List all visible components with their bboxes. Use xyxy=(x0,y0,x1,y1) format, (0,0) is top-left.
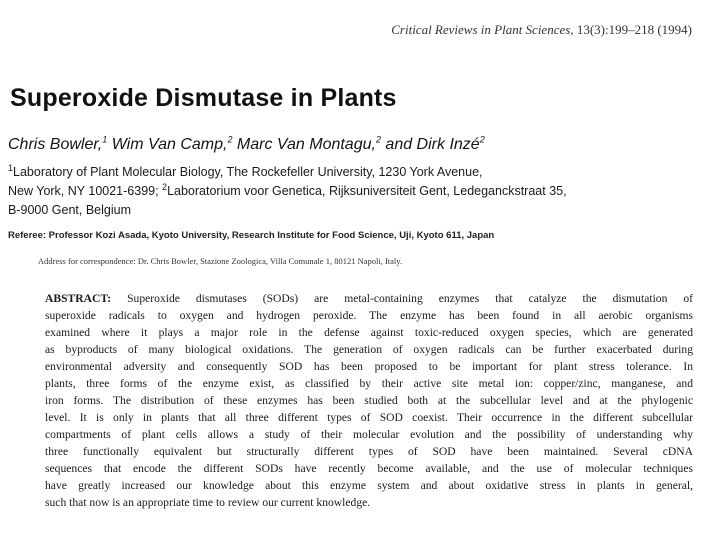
paper-title: Superoxide Dismutase in Plants xyxy=(10,84,397,112)
abstract-line: environmental adversity and consequently SOD has been proposed to be important for plant stress tolerance. In xyxy=(45,360,693,373)
journal-volume-pages: 13(3):199–218 (1994) xyxy=(573,22,692,37)
author-name: Chris Bowler, xyxy=(8,136,103,153)
journal-citation xyxy=(391,22,692,38)
abstract-line: iron forms. The distribution of these enzymes has been studied both at the subcellular level and at the phylogenic xyxy=(45,394,693,407)
abstract-line: three functionally equivalent but structurally different types of SOD have been maintained. Several cDNA xyxy=(45,445,693,458)
abstract-line: sequences that encode the different SODs have recently become available, and the use of molecular techniques xyxy=(45,462,693,475)
author-list xyxy=(8,136,485,154)
affiliations xyxy=(8,163,568,220)
abstract-line: such that now is an appropriate time to review our current knowledge. xyxy=(45,496,371,509)
abstract xyxy=(45,290,693,511)
affiliation-line: New York, NY 10021-6399; $^2$Laboratorium voor Genetica, Rijksuniversiteit Gent, Ledeganckstraat 35, xyxy=(8,181,567,198)
journal-name: Critical Reviews in Plant Sciences, xyxy=(391,22,574,37)
abstract-line: level. It is only in plants that all three different types of SOD coexist. Their occurrence in the different subcellular xyxy=(45,411,693,424)
correspondence-address: Address for correspondence: Dr. Chris Bowler, Stazione Zoologica, Villa Comunale 1, 80121 Napoli, Italy. xyxy=(38,256,403,266)
affiliation-line: B-9000 Gent, Belgium xyxy=(8,203,131,217)
affiliation-marker: 1 xyxy=(102,134,108,145)
abstract-line: as byproducts of many biological oxidations. The generation of oxygen radicals can be further exacerbated during xyxy=(45,343,693,356)
author-name: Marc Van Montagu, xyxy=(232,136,376,153)
abstract-line: have greatly increased our knowledge about this enzyme system and about oxidative stress in plants in general, xyxy=(45,479,693,492)
abstract-line: examined where it plays a major role in the defense against toxic-reduced oxygen species, which are generated xyxy=(45,326,693,339)
abstract-label: ABSTRACT: xyxy=(45,292,112,305)
affiliation-marker: 2 xyxy=(162,181,168,192)
abstract-line: superoxide radicals to oxygen and hydrogen peroxide. The enzyme has been found in all aerobic organisms xyxy=(45,309,693,322)
affiliation-marker: 2 xyxy=(227,134,233,145)
author-name: and Dirk Inzé xyxy=(380,136,480,153)
affiliation-marker: 2 xyxy=(375,134,381,145)
affiliation-marker: 1 xyxy=(8,162,14,173)
author-name: Wim Van Camp, xyxy=(107,136,228,153)
affiliation-marker: 2 xyxy=(479,134,485,145)
abstract-line: ABSTRACT: Superoxide dismutases (SODs) are metal-containing enzymes that catalyze the dismutation of xyxy=(45,292,693,305)
affiliation-line: $^1$Laboratory of Plant Molecular Biology, The Rockefeller University, 1230 York Avenue, xyxy=(8,162,483,179)
abstract-line: compartments of plant cells allows a study of their molecular evolution and the possibility of understanding why xyxy=(45,428,693,441)
abstract-line: plants, three forms of the enzyme exist, as classified by their active site metal ion: copper/zinc, manganese, and xyxy=(45,377,693,390)
referee-note: Referee: Professor Kozi Asada, Kyoto University, Research Institute for Food Science, Uji, Kyoto 611, Japan xyxy=(8,230,495,241)
